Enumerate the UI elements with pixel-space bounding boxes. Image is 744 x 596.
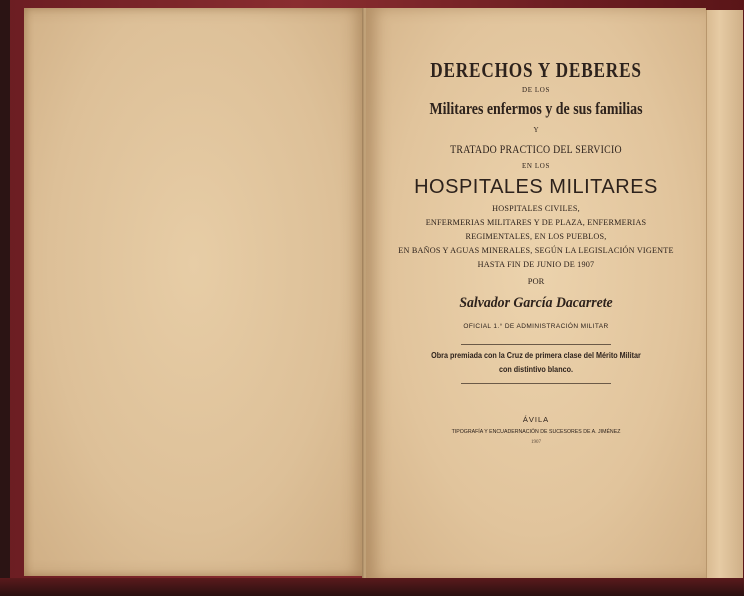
award-line-2: con distintivo blanco. — [498, 365, 573, 374]
title-page-text — [366, 56, 706, 448]
hospitales-heading: HOSPITALES MILITARES — [414, 176, 658, 198]
conjunction-y: Y — [533, 126, 539, 134]
book-title: DERECHOS Y DEBERES — [430, 58, 642, 82]
divider-top — [461, 344, 611, 345]
por-label: POR — [527, 276, 545, 286]
info-line-4: EN BAÑOS Y AGUAS MINERALES, SEGÚN LA LEGISLACIÓN VIGENTE — [398, 246, 674, 255]
info-line-5: HASTA FIN DE JUNIO DE 1907 — [477, 260, 595, 269]
cover-bottom — [0, 578, 744, 596]
info-line-1: HOSPITALES CIVILES, — [492, 204, 580, 213]
cover-edge — [0, 0, 10, 596]
info-line-2: ENFERMERIAS MILITARES Y DE PLAZA, ENFERMERIAS — [425, 218, 647, 227]
city-label: ÁVILA — [522, 415, 550, 424]
de-los-label: DE LOS — [522, 86, 550, 94]
year-label: 1907 — [531, 440, 541, 445]
left-blank-page — [24, 8, 364, 576]
award-line-1: Obra premiada con la Cruz de primera clase del Mérito Militar — [431, 351, 641, 360]
printer-label: TIPOGRAFÍA Y ENCUADERNACIÓN DE SUCESORES DE A. JIMÉNEZ — [451, 429, 621, 435]
info-line-3: REGIMENTALES, EN LOS PUEBLOS, — [465, 232, 607, 241]
book-subtitle: Militares enfermos y de sus familias — [429, 99, 643, 118]
tratado-line: TRATADO PRACTICO DEL SERVICIO — [450, 142, 622, 156]
divider-bottom — [461, 383, 611, 384]
author-rank: OFICIAL 1.° DE ADMINISTRACIÓN MILITAR — [463, 323, 609, 330]
en-los-label: EN LOS — [522, 162, 550, 170]
page-edges — [706, 10, 743, 578]
author-name: Salvador García Dacarrete — [459, 295, 613, 311]
